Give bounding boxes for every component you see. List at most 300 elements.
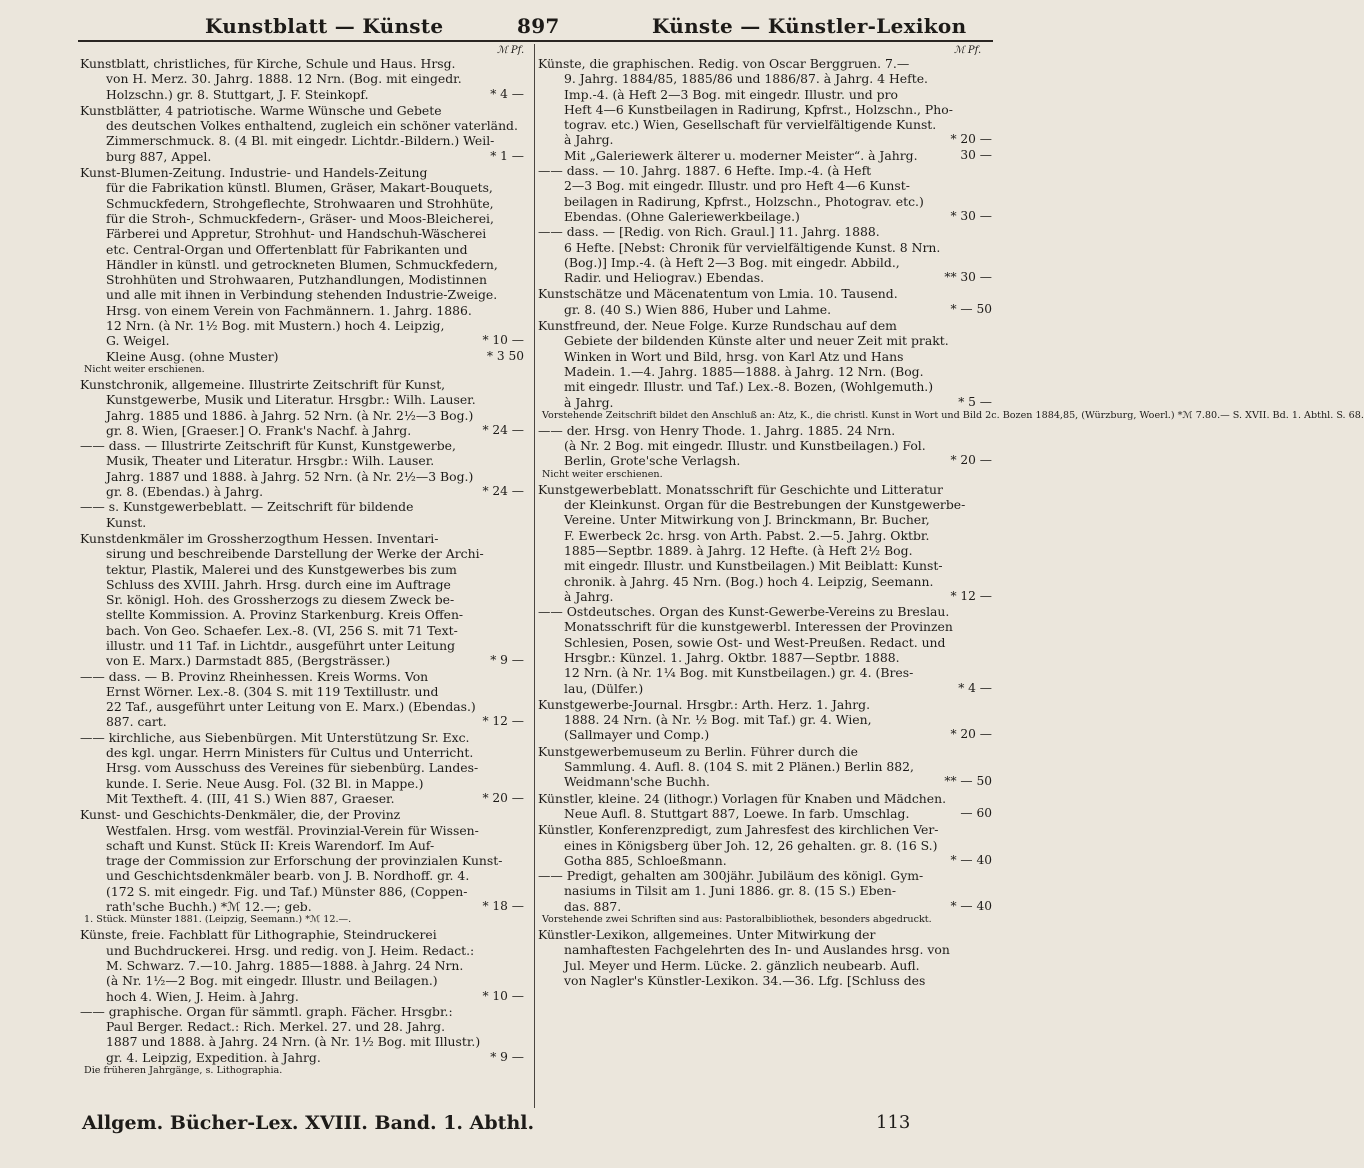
entry-text: Künstler-Lexikon, allgemeines. Unter Mitwirkung der [538, 927, 876, 943]
entry-text: kunde. I. Serie. Neue Ausg. Fol. (32 Bl. in Mappe.) [106, 775, 424, 791]
price: * 10 — [482, 333, 524, 348]
entry-text: 2—3 Bog. mit eingedr. Illustr. und pro Heft 4—6 Kunst- [564, 178, 910, 194]
entry-text: Künste, freie. Fachblatt für Lithographie, Steindruckerei [80, 927, 437, 943]
catalog-entry [80, 56, 524, 102]
entry-line [80, 531, 524, 546]
entry-text: Vereine. Unter Mitwirkung von J. Brinckmann, Br. Bucher, [564, 512, 930, 528]
running-head-left: Kunstblatt — Künste [205, 14, 444, 38]
entry-text: bach. Von Geo. Schaefer. Lex.-8. (VI, 256 S. mit 71 Text- [106, 622, 458, 638]
catalog-entry [538, 56, 992, 285]
entry-line [80, 838, 524, 853]
entry-text: Hrsg. vom Ausschuss des Vereines für siebenbürg. Landes- [106, 760, 479, 776]
entry-line [80, 333, 524, 348]
entry-text: trage der Commission zur Erforschung der provinzialen Kunst- [106, 853, 503, 869]
entry-line [80, 272, 524, 287]
entry-text: namhaftesten Fachgelehrten des In- und Auslandes hrsg. von [564, 942, 950, 958]
entry-line [538, 927, 992, 942]
catalog-entry [538, 791, 992, 822]
entry-line [538, 453, 992, 468]
entry-line [80, 730, 524, 745]
entry-line [538, 665, 992, 680]
entry-line [538, 318, 992, 333]
entry-text: lau, (Dülfer.) [564, 680, 644, 696]
price: * — 40 [950, 852, 992, 867]
catalog-entry [538, 822, 992, 926]
entry-text: Kunstgewerbe, Musik und Literatur. Hrsgbr.: Wilh. Lauser. [106, 392, 476, 408]
right-column [538, 56, 1364, 989]
price: * 24 — [482, 422, 524, 437]
entry-line [538, 958, 992, 973]
price: * — 40 [950, 898, 992, 913]
entry-line [80, 438, 524, 453]
entry-text: Künste, die graphischen. Redig. von Oscar Berggruen. 7.— [538, 56, 910, 71]
entry-line [80, 927, 524, 942]
entry-line [538, 774, 992, 789]
entry-note: Die früheren Jahrgänge, s. Lithographia. [84, 1065, 283, 1076]
price: * 4 — [958, 680, 992, 695]
footer-page-number: 113 [876, 1112, 911, 1133]
entry-line [80, 303, 524, 318]
entry-line [80, 989, 524, 1004]
entry-line [80, 287, 524, 302]
entry-line [80, 823, 524, 838]
entry-line [80, 684, 524, 699]
entry-text: à Jahrg. [564, 132, 614, 148]
entry-text: Kunst. [106, 514, 147, 530]
entry-text: von E. Marx.) Darmstadt 885, (Bergsträsser.) [106, 653, 391, 669]
entry-text: mit eingedr. Illustr. und Taf.) Lex.-8. Bozen, (Wohlgemuth.) [564, 379, 934, 395]
entry-text: Schmuckfedern, Strohgeflechte, Strohwaaren und Strohhüte, [106, 195, 494, 211]
price: * 5 — [958, 394, 992, 409]
entry-text: Schlesien, Posen, sowie Ost- und West-Preußen. Redact. und [564, 634, 946, 650]
entry-text: gr. 8. Wien, [Graeser.] O. Frank's Nachf. à Jahrg. [106, 422, 412, 438]
entry-text: Kunst-Blumen-Zeitung. Industrie- und Handels-Zeitung [80, 165, 428, 181]
entry-text: und Geschichtsdenkmäler bearb. von J. B. Nordhoff. gr. 4. [106, 868, 470, 884]
entry-text: etc. Central-Organ und Offertenblatt für Fabrikanten und [106, 241, 468, 257]
entry-text: —— graphische. Organ für sämmtl. graph. Fächer. Hrsgbr.: [80, 1003, 453, 1019]
entry-line [80, 180, 524, 195]
entry-line [538, 255, 992, 270]
entry-line [538, 102, 992, 117]
entry-text: und alle mit ihnen in Verbindung stehenden Industrie-Zweige. [106, 287, 498, 303]
entry-note: Vorstehende Zeitschrift bildet den Anschluß an: Atz, K., die christl. Kunst in Wort und Bild 2c. Bozen 1884,85, (Würzburg, Woerl.) *ℳ 7.80.— S. XVII. Bd. 1. Abthl. S. 68. [542, 409, 1364, 421]
price: ** — 50 [944, 774, 992, 789]
entry-line [80, 943, 524, 958]
price: * 20 — [482, 790, 524, 805]
entry-text: Mit Textheft. 4. (III, 41 S.) Wien 887, Graeser. [106, 790, 395, 806]
entry-line [80, 853, 524, 868]
entry-line [80, 1050, 524, 1065]
entry-line [538, 806, 992, 821]
entry-text: à Jahrg. [564, 588, 614, 604]
entry-line [538, 423, 992, 438]
entry-text: chronik. à Jahrg. 45 Nrn. (Bog.) hoch 4. Leipzig, Seemann. [564, 573, 934, 589]
entry-line [538, 438, 992, 453]
entry-text: des kgl. ungar. Herrn Ministers für Cultus und Unterricht. [106, 745, 474, 761]
entry-line [538, 604, 992, 619]
entry-text: F. Ewerbeck 2c. hrsg. von Arth. Pabst. 2.—5. Jahrg. Oktbr. [564, 527, 930, 543]
catalog-entry [80, 165, 524, 376]
running-head-right: Künste — Künstler-Lexikon [652, 14, 967, 38]
entry-text: Jahrg. 1885 und 1886. à Jahrg. 52 Nrn. (à Nr. 2½—3 Bog.) [106, 407, 474, 423]
entry-text: gr. 8. (40 S.) Wien 886, Huber und Lahme. [564, 301, 832, 317]
entry-line [538, 148, 992, 163]
entry-line [80, 745, 524, 760]
catalog-entry [538, 697, 992, 743]
entry-text: das. 887. [564, 898, 622, 914]
entry-line [538, 71, 992, 86]
entry-line [80, 149, 524, 164]
entry-line [538, 543, 992, 558]
entry-line [80, 973, 524, 988]
entry-line [80, 469, 524, 484]
entry-text: und Buchdruckerei. Hrsg. und redig. von J. Heim. Redact.: [106, 942, 475, 958]
entry-note: 1. Stück. Münster 1881. (Leipzig, Seemann.) *ℳ 12.—. [84, 914, 352, 926]
entry-line [538, 574, 992, 589]
entry-line [538, 727, 992, 742]
catalog-entry [538, 927, 992, 988]
entry-line [80, 257, 524, 272]
entry-text: für die Stroh-, Schmuckfedern-, Gräser- und Moos-Bleicherei, [106, 210, 494, 226]
entry-line [538, 635, 992, 650]
entry-line [538, 853, 992, 868]
entry-line [80, 653, 524, 668]
entry-line [80, 577, 524, 592]
entry-line [80, 791, 524, 806]
entry-text: Zimmerschmuck. 8. (4 Bl. mit eingedr. Lichtdr.-Bildern.) Weil- [106, 133, 495, 149]
entry-text: Kunst- und Geschichts-Denkmäler, die, der Provinz [80, 807, 401, 823]
entry-text: Paul Berger. Redact.: Rich. Merkel. 27. und 28. Jahrg. [106, 1019, 446, 1035]
entry-text: Kunstblätter, 4 patriotische. Warme Wünsche und Gebete [80, 102, 442, 118]
entry-text: (Bog.)] Imp.-4. (à Heft 2—3 Bog. mit eingedr. Abbild., [564, 254, 900, 270]
price: * 12 — [482, 714, 524, 729]
entry-line [80, 484, 524, 499]
entry-text: —— dass. — B. Provinz Rheinhessen. Kreis Worms. Von [80, 668, 429, 684]
entry-line [538, 838, 992, 853]
entry-text: Neue Aufl. 8. Stuttgart 887, Loewe. In farb. Umschlag. [564, 805, 910, 821]
catalog-entry [538, 744, 992, 790]
entry-text: Kunstgewerbeblatt. Monatsschrift für Geschichte und Litteratur [538, 481, 943, 497]
entry-line [538, 224, 992, 239]
entry-text: 887. cart. [106, 714, 167, 730]
entry-text: Künstler, kleine. 24 (lithogr.) Vorlagen für Knaben und Mädchen. [538, 790, 947, 806]
entry-line [538, 482, 992, 497]
price: * 20 — [950, 132, 992, 147]
entry-line [538, 973, 992, 988]
entry-line [80, 607, 524, 622]
entry-text: Kunstgewerbemuseum zu Berlin. Führer durch die [538, 743, 858, 759]
entry-line [538, 132, 992, 147]
entry-line [80, 638, 524, 653]
entry-text: gr. 8. (Ebendas.) à Jahrg. [106, 484, 264, 500]
price: * 12 — [950, 588, 992, 603]
price: * — 50 [950, 301, 992, 316]
entry-text: Händler in künstl. und getrockneten Blumen, Schmuckfedern, [106, 256, 498, 272]
entry-line [80, 699, 524, 714]
catalog-entry [80, 807, 524, 926]
left-column [80, 56, 524, 1078]
entry-line [80, 211, 524, 226]
entry-text: 9. Jahrg. 1884/85, 1885/86 und 1886/87. à Jahrg. 4 Hefte. [564, 71, 928, 87]
entry-line [80, 562, 524, 577]
entry-line [538, 117, 992, 132]
price: * 20 — [950, 727, 992, 742]
entry-text: Kunstdenkmäler im Grossherzogthum Hessen. Inventari- [80, 530, 439, 546]
entry-line [538, 379, 992, 394]
entry-line [538, 899, 992, 914]
entry-line [80, 714, 524, 729]
entry-line [80, 318, 524, 333]
entry-text: Kunstschätze und Mäcenatentum von Lmia. 10. Tausend. [538, 286, 898, 302]
entry-line [538, 364, 992, 379]
entry-note: Vorstehende zwei Schriften sind aus: Pastoralbibliothek, besonders abgedruckt. [542, 914, 932, 926]
entry-text: für die Fabrikation künstl. Blumen, Gräser, Makart-Bouquets, [106, 180, 493, 196]
entry-text: 1887 und 1888. à Jahrg. 24 Nrn. (à Nr. 1½ Bog. mit Illustr.) [106, 1034, 481, 1050]
entry-line [80, 165, 524, 180]
entry-text: stellte Kommission. A. Provinz Starkenburg. Kreis Offen- [106, 607, 464, 623]
entry-text: Künstler, Konferenzpredigt, zum Jahresfest des kirchlichen Ver- [538, 822, 939, 838]
entry-text: Ernst Wörner. Lex.-8. (304 S. mit 119 Textillustr. und [106, 683, 439, 699]
entry-line [538, 528, 992, 543]
entry-text: Jul. Meyer und Herm. Lücke. 2. gänzlich neubearb. Aufl. [564, 957, 920, 973]
entry-line [80, 133, 524, 148]
entry-line [80, 807, 524, 822]
entry-line [80, 423, 524, 438]
entry-text: 1888. 24 Nrn. (à Nr. ½ Bog. mit Taf.) gr. 4. Wien, [564, 712, 872, 728]
entry-line [80, 546, 524, 561]
entry-text: Schluss des XVIII. Jahrh. Hrsg. durch eine im Auftrage [106, 576, 451, 592]
entry-text: M. Schwarz. 7.—10. Jahrg. 1885—1888. à Jahrg. 24 Nrn. [106, 957, 464, 973]
entry-text: Berlin, Grote'sche Verlagsh. [564, 453, 741, 469]
entry-line [538, 497, 992, 512]
entry-text: —— kirchliche, aus Siebenbürgen. Mit Unterstützung Sr. Exc. [80, 729, 470, 745]
entry-line [80, 884, 524, 899]
entry-text: illustr. und 11 Taf. in Lichtdr., ausgeführt unter Leitung [106, 637, 456, 653]
entry-text: Kunstgewerbe-Journal. Hrsgbr.: Arth. Herz. 1. Jahrg. [538, 696, 871, 712]
entry-line [80, 1004, 524, 1019]
catalog-entry [80, 531, 524, 806]
entry-text: Ebendas. (Ohne Galeriewerkbeilage.) [564, 208, 800, 224]
footer-title: Allgem. Bücher-Lex. XVIII. Band. 1. Abthl. [82, 1112, 535, 1134]
entry-text: Weidmann'sche Buchh. [564, 774, 710, 790]
catalog-entry [80, 927, 524, 1077]
entry-line [80, 349, 524, 364]
entry-line [538, 349, 992, 364]
entry-text: (à Nr. 1½—2 Bog. mit eingedr. Illustr. und Beilagen.) [106, 973, 438, 989]
price: * 9 — [490, 653, 524, 668]
price: * 9 — [490, 1049, 524, 1064]
entry-text: —— dass. — Illustrirte Zeitschrift für Kunst, Kunstgewerbe, [80, 438, 456, 454]
catalog-entry [538, 423, 992, 481]
price: — 60 [960, 805, 992, 820]
entry-line [80, 118, 524, 133]
entry-text: Strohhüten und Strohwaaren, Putzhandlungen, Modistinnen [106, 272, 487, 288]
entry-text: gr. 4. Leipzig, Expedition. à Jahrg. [106, 1049, 321, 1065]
entry-text: burg 887, Appel. [106, 148, 212, 164]
entry-line [538, 883, 992, 898]
entry-text: —— der. Hrsg. von Henry Thode. 1. Jahrg. 1885. 24 Nrn. [538, 422, 896, 438]
entry-line [80, 408, 524, 423]
entry-line [80, 196, 524, 211]
price: * 1 — [490, 148, 524, 163]
entry-line [538, 822, 992, 837]
entry-line [538, 286, 992, 301]
entry-line [538, 712, 992, 727]
entry-text: 12 Nrn. (à Nr. 1½ Bog. mit Mustern.) hoch 4. Leipzig, [106, 318, 445, 334]
catalog-entry [538, 318, 1364, 422]
entry-line [538, 209, 992, 224]
entry-text: Kleine Ausg. (ohne Muster) [106, 348, 279, 364]
entry-text: Mit „Galeriewerk älterer u. moderner Meister“. à Jahrg. [564, 147, 918, 163]
entry-text: Heft 4—6 Kunstbeilagen in Radirung, Kpfrst., Holzschn., Pho- [564, 101, 953, 117]
entry-line [538, 512, 992, 527]
entry-line [80, 623, 524, 638]
entry-line [80, 1019, 524, 1034]
entry-text: Kunstfreund, der. Neue Folge. Kurze Rundschau auf dem [538, 318, 897, 334]
entry-note: Nicht weiter erschienen. [84, 363, 205, 375]
entry-text: Westfalen. Hrsg. vom westfäl. Provinzial-Verein für Wissen- [106, 822, 479, 838]
entry-line [538, 619, 992, 634]
entry-text: Hrsg. von einem Verein von Fachmännern. 1. Jahrg. 1886. [106, 302, 472, 318]
entry-text: des deutschen Volkes enthaltend, zugleich ein schöner vaterländ. [106, 118, 518, 134]
entry-line [538, 650, 992, 665]
entry-note: Nicht weiter erschienen. [542, 468, 663, 480]
catalog-entry [80, 103, 524, 164]
column-number: 897 [517, 14, 560, 38]
entry-text: von H. Merz. 30. Jahrg. 1888. 12 Nrn. (Bog. mit eingedr. [106, 71, 462, 87]
price: * 18 — [482, 899, 524, 914]
entry-text: —— dass. — 10. Jahrg. 1887. 6 Hefte. Imp.-4. (à Heft [538, 163, 872, 179]
entry-line [538, 178, 992, 193]
entry-line [538, 395, 992, 410]
entry-line [80, 242, 524, 257]
entry-line [538, 681, 992, 696]
entry-line [80, 392, 524, 407]
entry-text: sirung und beschreibende Darstellung der Werke der Archi- [106, 546, 484, 562]
entry-line [80, 1034, 524, 1049]
entry-text: Kunstchronik, allgemeine. Illustrirte Zeitschrift für Kunst, [80, 376, 446, 392]
currency-label-left: ℳ Pf. [497, 45, 525, 56]
entry-text: (à Nr. 2 Bog. mit eingedr. Illustr. und Kunstbeilagen.) Fol. [564, 438, 926, 454]
entry-text: —— Ostdeutsches. Organ des Kunst-Gewerbe-Vereins zu Breslau. [538, 604, 950, 620]
entry-text: Sammlung. 4. Aufl. 8. (104 S. mit 2 Plänen.) Berlin 882, [564, 759, 914, 775]
entry-text: Gebiete der bildenden Künste alter und neuer Zeit mit prakt. [564, 333, 949, 349]
entry-text: der Kleinkunst. Organ für die Bestrebungen der Kunstgewerbe- [564, 497, 966, 513]
column-divider [534, 44, 535, 1108]
entry-text: hoch 4. Wien, J. Heim. à Jahrg. [106, 988, 299, 1004]
price: 30 — [960, 147, 992, 162]
entry-line [538, 697, 992, 712]
entry-text: Färberei und Appretur, Strohhut- und Handschuh-Wäscherei [106, 226, 487, 242]
entry-text: 12 Nrn. (à Nr. 1¼ Bog. mit Kunstbeilagen.) gr. 4. (Bres- [564, 665, 914, 681]
entry-line [80, 669, 524, 684]
entry-line [80, 899, 524, 914]
price: * 10 — [482, 988, 524, 1003]
entry-text: Winken in Wort und Bild, hrsg. von Karl Atz und Hans [564, 348, 904, 364]
entry-line [80, 226, 524, 241]
entry-line [80, 776, 524, 791]
entry-line [538, 744, 992, 759]
entry-text: eines in Königsberg über Joh. 12, 26 gehalten. gr. 8. (16 S.) [564, 837, 938, 853]
entry-line [538, 942, 992, 957]
entry-line [80, 499, 524, 514]
price: * 24 — [482, 484, 524, 499]
entry-text: —— s. Kunstgewerbeblatt. — Zeitschrift für bildende [80, 499, 414, 515]
entry-line [538, 56, 992, 71]
entry-text: tograv. etc.) Wien, Gesellschaft für vervielfältigende Kunst. [564, 117, 937, 133]
entry-line [538, 791, 992, 806]
entry-line [80, 592, 524, 607]
entry-line [80, 56, 524, 71]
entry-text: Hrsgbr.: Künzel. 1. Jahrg. Oktbr. 1887—Septbr. 1888. [564, 649, 900, 665]
entry-text: 22 Taf., ausgeführt unter Leitung von E. Marx.) (Ebendas.) [106, 699, 476, 715]
entry-text: Musik, Theater und Literatur. Hrsgbr.: Wilh. Lauser. [106, 453, 435, 469]
entry-text: G. Weigel. [106, 333, 170, 349]
entry-text: Imp.-4. (à Heft 2—3 Bog. mit eingedr. Illustr. und pro [564, 86, 898, 102]
entry-text: beilagen in Radirung, Kpfrst., Holzschn., Photograv. etc.) [564, 193, 924, 209]
entry-text: Madein. 1.—4. Jahrg. 1885—1888. à Jahrg. 12 Nrn. (Bog. [564, 363, 924, 379]
price: * 30 — [950, 208, 992, 223]
entry-line [538, 87, 992, 102]
entry-text: (Sallmayer und Comp.) [564, 727, 710, 743]
price: * 4 — [490, 86, 524, 101]
entry-line [538, 333, 992, 348]
entry-text: Kunstblatt, christliches, für Kirche, Schule und Haus. Hrsg. [80, 56, 456, 71]
entry-line [538, 270, 992, 285]
entry-text: Gotha 885, Schloeßmann. [564, 852, 727, 868]
entry-line [80, 377, 524, 392]
entry-text: 1885—Septbr. 1889. à Jahrg. 12 Hefte. (à Heft 2½ Bog. [564, 542, 913, 558]
entry-line [80, 958, 524, 973]
entry-line [538, 868, 992, 883]
entry-text: Jahrg. 1887 und 1888. à Jahrg. 52 Nrn. (à Nr. 2½—3 Bog.) [106, 468, 474, 484]
catalog-entry [538, 482, 992, 696]
entry-text: Radir. und Heliograv.) Ebendas. [564, 270, 765, 286]
entry-text: nasiums in Tilsit am 1. Juni 1886. gr. 8. (15 S.) Eben- [564, 883, 897, 899]
entry-text: —— Predigt, gehalten am 300jähr. Jubiläum des königl. Gym- [538, 868, 924, 884]
header-rule [78, 40, 993, 42]
entry-line [80, 103, 524, 118]
entry-text: von Nagler's Künstler-Lexikon. 34.—36. Lfg. [Schluss des [564, 972, 926, 988]
entry-text: (172 S. mit eingedr. Fig. und Taf.) Münster 886, (Coppen- [106, 883, 468, 899]
price: * 20 — [950, 453, 992, 468]
entry-text: —— dass. — [Redig. von Rich. Graul.] 11. Jahrg. 1888. [538, 224, 880, 240]
entry-text: 6 Hefte. [Nebst: Chronik für vervielfältigende Kunst. 8 Nrn. [564, 239, 941, 255]
entry-line [538, 759, 992, 774]
currency-label-right: ℳ Pf. [954, 45, 982, 56]
price: * 3 50 [486, 348, 524, 363]
entry-line [538, 589, 992, 604]
price: ** 30 — [944, 270, 992, 285]
entry-text: rath'sche Buchh.) *ℳ 12.—; geb. [106, 899, 312, 915]
entry-text: Sr. königl. Hoh. des Grossherzogs zu diesem Zweck be- [106, 592, 455, 608]
entry-line [538, 163, 992, 178]
entry-line [80, 71, 524, 86]
entry-line [80, 760, 524, 775]
catalog-entry [538, 286, 992, 317]
entry-text: mit eingedr. Illustr. und Kunstbeilagen.) Mit Beiblatt: Kunst- [564, 558, 943, 574]
entry-line [538, 194, 992, 209]
entry-line [80, 515, 524, 530]
entry-line [538, 240, 992, 255]
entry-line [538, 302, 992, 317]
entry-text: tektur, Plastik, Malerei und des Kunstgewerbes bis zum [106, 561, 457, 577]
entry-text: schaft und Kunst. Stück II: Kreis Warendorf. Im Auf- [106, 837, 435, 853]
catalog-entry [80, 377, 524, 530]
entry-line [538, 558, 992, 573]
entry-text: à Jahrg. [564, 394, 614, 410]
entry-line [80, 868, 524, 883]
